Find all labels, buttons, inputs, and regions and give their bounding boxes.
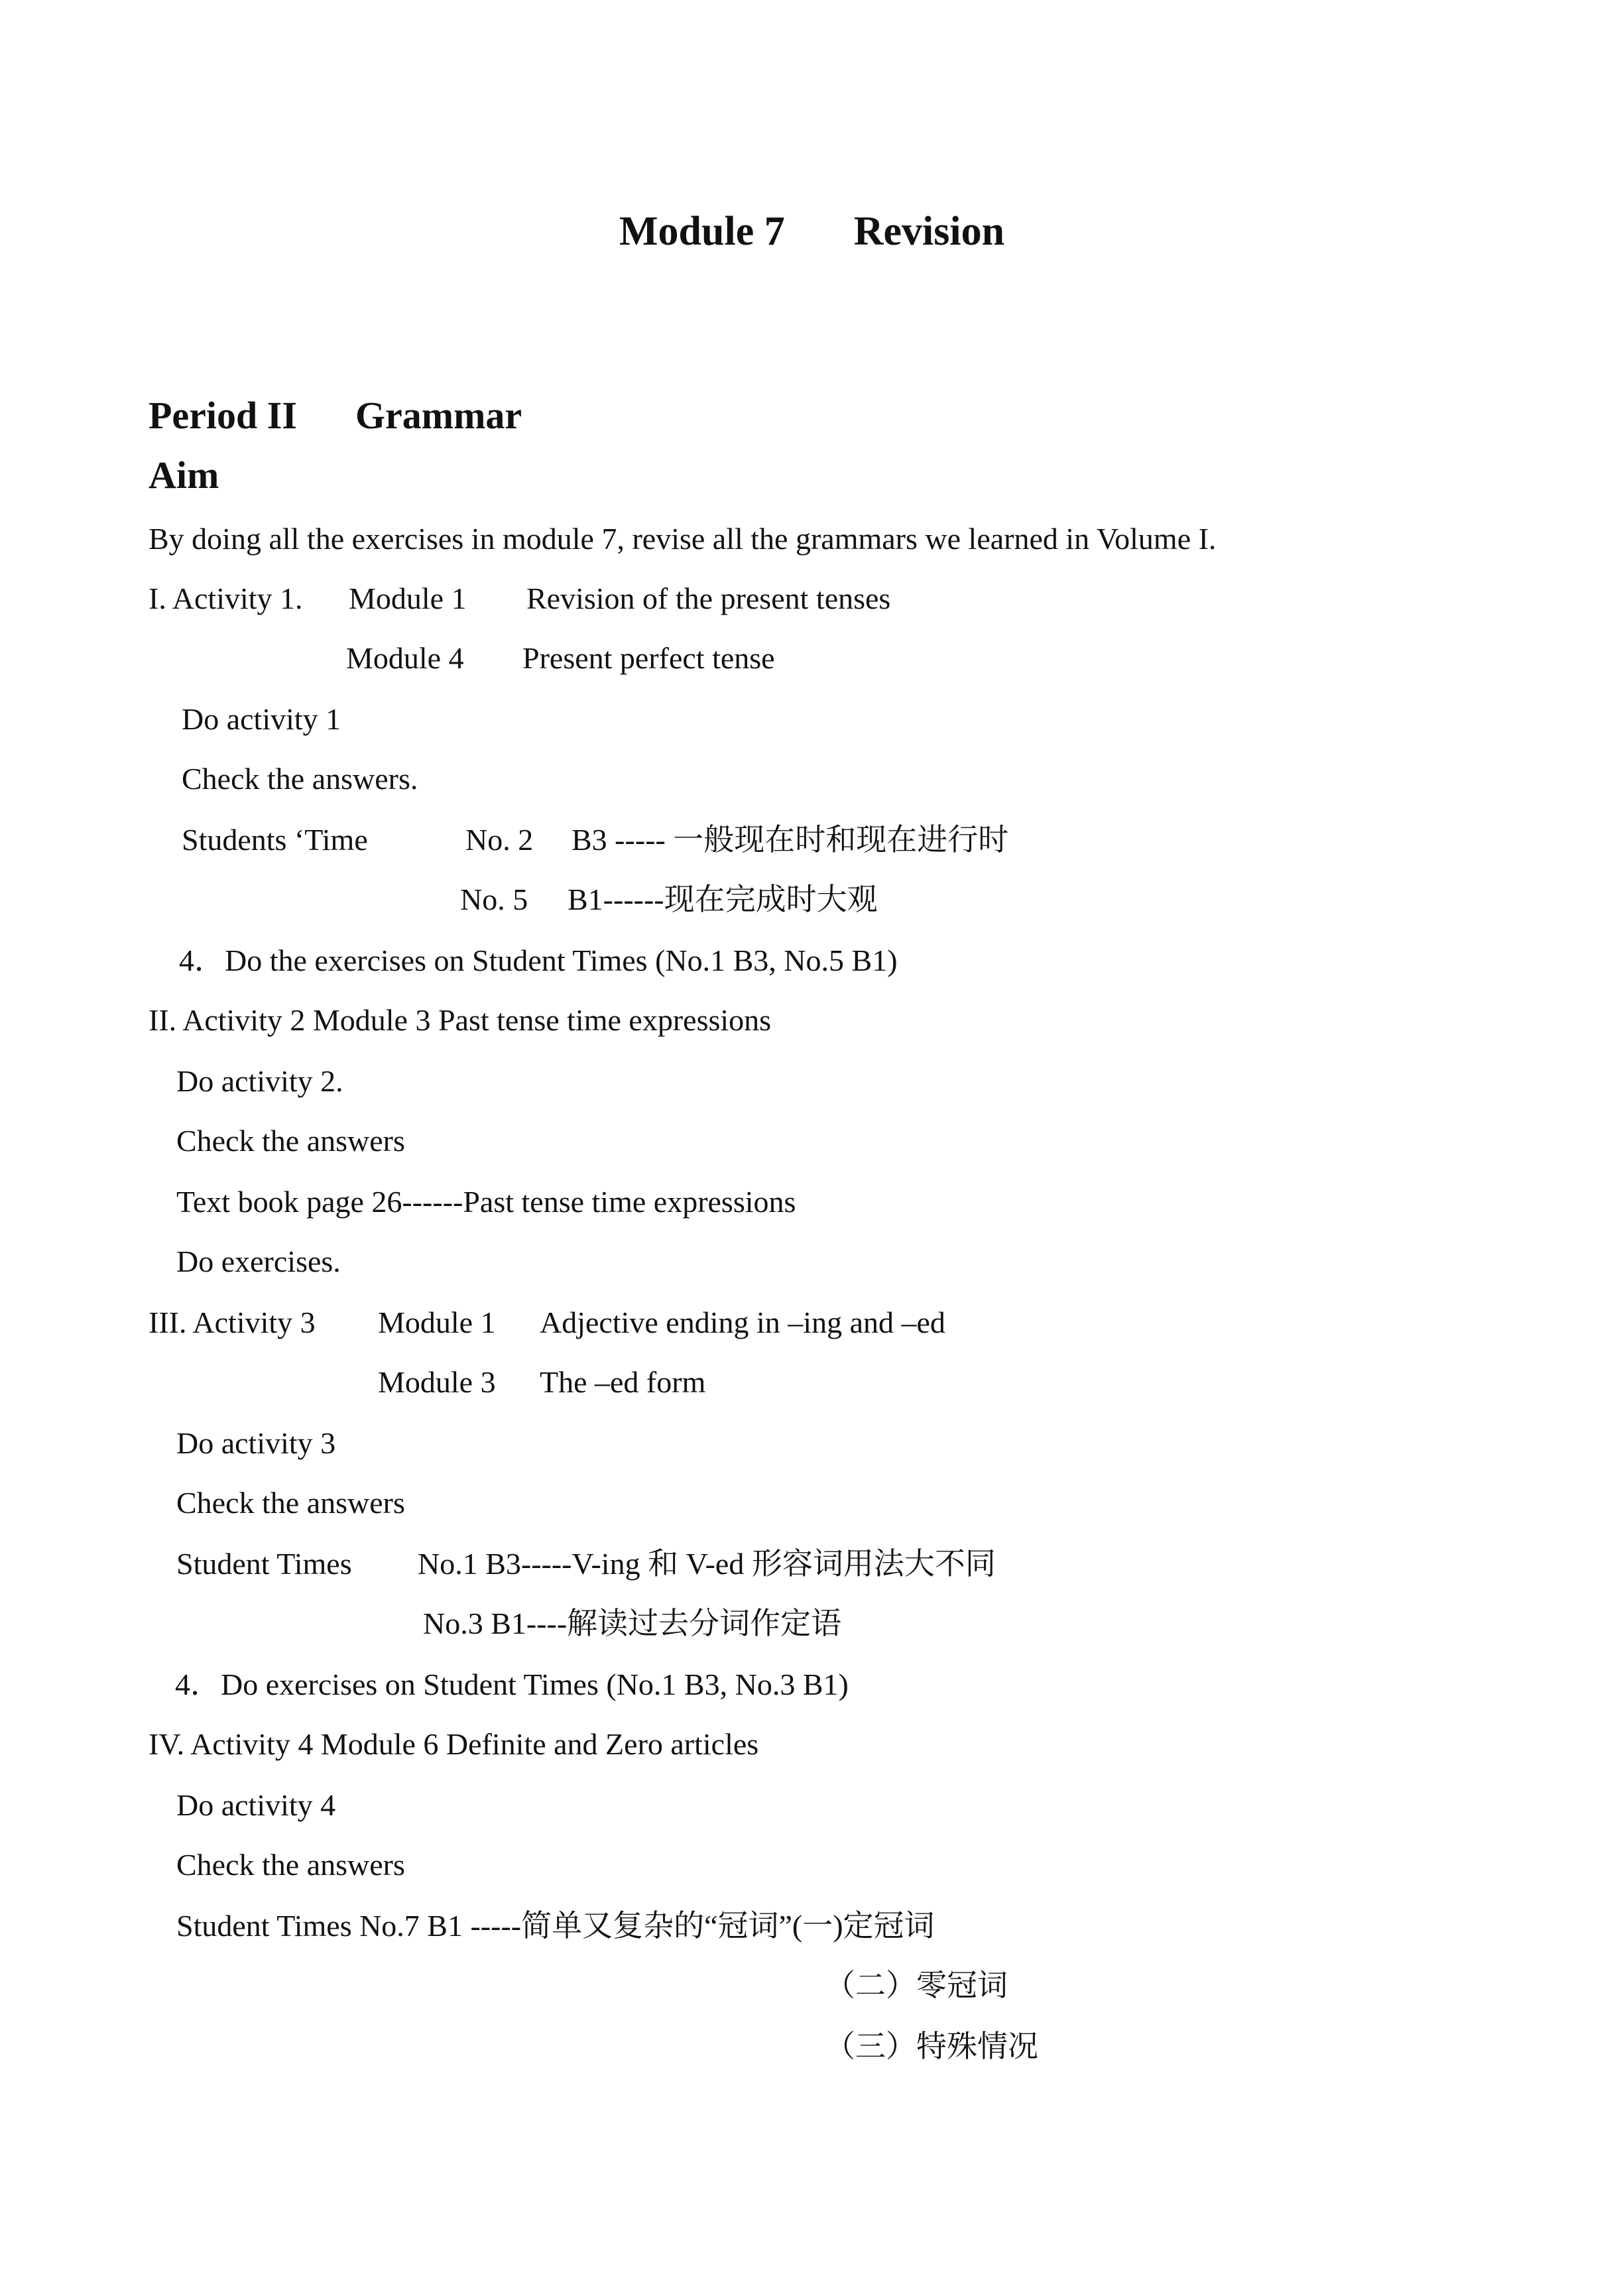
section1-ref1-no: No. 2 xyxy=(465,823,534,857)
section1-ref-label: Students ‘Time xyxy=(182,823,368,857)
period-heading xyxy=(149,396,522,435)
aim-heading: Aim xyxy=(149,453,219,497)
section4-do-activity: Do activity 4 xyxy=(176,1788,336,1822)
section3-ref2-text: No.3 B1----解读过去分词作定语 xyxy=(423,1606,842,1640)
section1-heading xyxy=(149,583,303,614)
period-topic: Grammar xyxy=(355,394,522,437)
section1-ref2-no: No. 5 xyxy=(460,882,528,916)
section1-step4: 4．Do the exercises on Student Times (No.1 B3, No.5 B1) xyxy=(179,943,898,977)
section4-check-answers: Check the answers xyxy=(176,1848,405,1882)
section1-ref1-text: B3 ----- 一般现在时和现在进行时 xyxy=(571,823,1009,857)
period-label: Period II xyxy=(149,394,297,437)
section3-line2-module: Module 3 xyxy=(378,1365,496,1399)
section2-check-answers: Check the answers xyxy=(176,1124,405,1158)
section4-sub2: （二）零冠词 xyxy=(825,1968,1008,2002)
title-module: Module 7 xyxy=(619,209,785,254)
section3-do-activity: Do activity 3 xyxy=(176,1426,336,1460)
section2-heading: II. Activity 2 Module 3 Past tense time expressions xyxy=(149,1003,772,1037)
section1-prefix: I. Activity 1. xyxy=(149,581,303,615)
section1-line1-topic: Revision of the present tenses xyxy=(526,581,891,615)
section3-step4: 4．Do exercises on Student Times (No.1 B3, No.3 B1) xyxy=(175,1667,849,1701)
aim-text: By doing all the exercises in module 7, revise all the grammars we learned in Volume I. xyxy=(149,522,1217,556)
page-title xyxy=(619,211,1004,252)
section4-heading: IV. Activity 4 Module 6 Definite and Zero articles xyxy=(149,1727,759,1761)
section4-ref-text: Student Times No.7 B1 -----简单又复杂的“冠词”(一)定冠词 xyxy=(176,1909,935,1943)
section1-line2-topic: Present perfect tense xyxy=(522,641,775,675)
section3-check-answers: Check the answers xyxy=(176,1486,405,1520)
section4-sub3: （三）特殊情况 xyxy=(825,2029,1038,2063)
section2-do-activity: Do activity 2. xyxy=(176,1064,343,1098)
section3-ref1-text: No.1 B3-----V-ing 和 V-ed 形容词用法大不同 xyxy=(418,1547,996,1581)
title-topic: Revision xyxy=(853,209,1005,254)
section3-line1-topic: Adjective ending in –ing and –ed xyxy=(540,1305,945,1339)
section3-line1-module: Module 1 xyxy=(378,1305,496,1339)
section2-exercises: Do exercises. xyxy=(176,1244,341,1278)
section3-heading: III. Activity 3 xyxy=(149,1305,316,1339)
section3-line2-topic: The –ed form xyxy=(540,1365,706,1399)
section2-textbook: Text book page 26------Past tense time expressions xyxy=(176,1185,796,1219)
section1-do-activity: Do activity 1 xyxy=(182,702,341,736)
section1-check-answers: Check the answers. xyxy=(182,762,418,796)
section3-ref-label: Student Times xyxy=(176,1547,352,1581)
section1-line1-module: Module 1 xyxy=(349,581,467,615)
section1-line2-module: Module 4 xyxy=(346,641,464,675)
section1-ref2-text: B1------现在完成时大观 xyxy=(568,882,878,916)
